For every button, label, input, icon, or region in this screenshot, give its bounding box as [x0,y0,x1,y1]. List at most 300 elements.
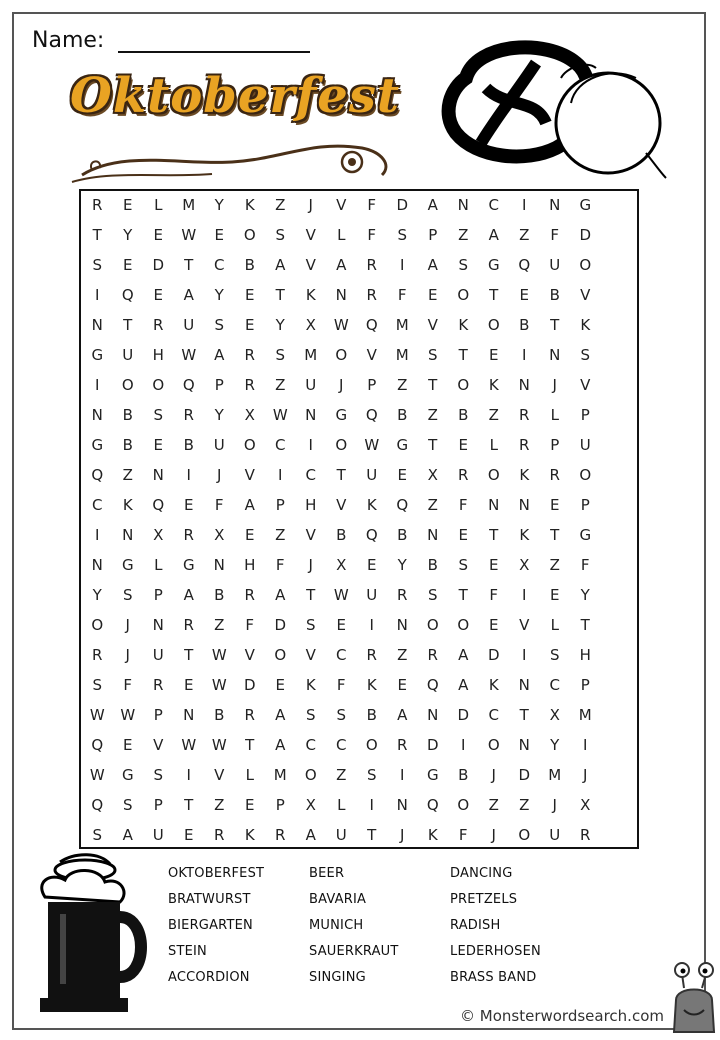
grid-letter[interactable]: N [91,406,103,424]
grid-letter[interactable]: I [95,286,100,304]
grid-letter[interactable]: F [367,226,377,244]
grid-letter[interactable]: G [182,556,195,574]
grid-letter[interactable]: A [458,676,469,694]
grid-letter[interactable]: O [487,316,500,334]
grid-letter[interactable]: E [275,676,285,694]
grid-letter[interactable]: H [579,646,591,664]
grid-letter[interactable]: U [366,586,378,604]
grid-letter[interactable]: I [522,586,527,604]
grid-letter[interactable]: T [580,616,590,634]
grid-letter[interactable]: G [91,346,104,364]
grid-letter[interactable]: N [335,286,347,304]
grid-letter[interactable]: W [89,706,105,724]
grid-letter[interactable]: E [245,526,255,544]
grid-letter[interactable]: I [583,736,588,754]
grid-letter[interactable]: J [400,826,405,844]
grid-letter[interactable]: R [427,646,438,664]
grid-letter[interactable]: G [396,436,409,454]
grid-letter[interactable]: Z [214,616,225,634]
grid-letter[interactable]: L [337,226,346,244]
grid-letter[interactable]: V [305,646,316,664]
grid-letter[interactable]: W [364,436,380,454]
grid-letter[interactable]: V [519,616,530,634]
grid-letter[interactable]: S [153,766,164,784]
grid-letter[interactable]: L [550,406,559,424]
grid-letter[interactable]: N [549,346,561,364]
grid-letter[interactable]: A [336,256,347,274]
grid-letter[interactable]: Y [397,556,407,574]
grid-letter[interactable]: O [274,646,287,664]
grid-letter[interactable]: K [366,676,377,694]
grid-letter[interactable]: R [244,706,255,724]
grid-letter[interactable]: A [214,346,225,364]
grid-letter[interactable]: F [123,676,133,694]
grid-letter[interactable]: Y [214,406,224,424]
grid-letter[interactable]: G [426,766,439,784]
grid-letter[interactable]: E [123,736,133,754]
grid-letter[interactable]: E [153,226,163,244]
grid-letter[interactable]: O [365,736,378,754]
grid-letter[interactable]: B [214,706,225,724]
grid-letter[interactable]: V [366,346,377,364]
grid-letter[interactable]: Z [275,196,286,214]
grid-letter[interactable]: I [278,466,283,484]
grid-letter[interactable]: A [488,226,499,244]
grid-letter[interactable]: F [275,556,285,574]
grid-letter[interactable]: U [213,436,225,454]
grid-letter[interactable]: E [184,826,194,844]
grid-letter[interactable]: E [123,196,133,214]
grid-letter[interactable]: B [549,286,560,304]
grid-letter[interactable]: X [305,796,316,814]
grid-letter[interactable]: F [214,496,224,514]
grid-letter[interactable]: T [458,586,468,604]
grid-letter[interactable]: E [153,286,163,304]
grid-letter[interactable]: A [275,706,286,724]
grid-letter[interactable]: A [183,286,194,304]
grid-letter[interactable]: V [305,226,316,244]
grid-letter[interactable]: Z [488,406,499,424]
grid-letter[interactable]: R [366,256,377,274]
grid-letter[interactable]: V [427,316,438,334]
grid-letter[interactable]: J [217,466,222,484]
grid-letter[interactable]: P [275,496,285,514]
grid-letter[interactable]: F [458,826,468,844]
grid-letter[interactable]: Z [427,406,438,424]
name-field-line[interactable] [118,51,310,53]
grid-letter[interactable]: R [366,286,377,304]
grid-letter[interactable]: S [92,676,103,694]
grid-letter[interactable]: J [583,766,588,784]
grid-letter[interactable]: R [244,346,255,364]
grid-letter[interactable]: C [488,196,499,214]
grid-letter[interactable]: Q [426,796,439,814]
grid-letter[interactable]: I [522,346,527,364]
grid-letter[interactable]: J [491,826,496,844]
grid-letter[interactable]: W [211,736,227,754]
grid-letter[interactable]: X [153,526,164,544]
grid-letter[interactable]: K [519,526,530,544]
grid-letter[interactable]: E [214,226,224,244]
grid-letter[interactable]: X [549,706,560,724]
grid-letter[interactable]: A [275,736,286,754]
grid-letter[interactable]: S [397,226,408,244]
grid-letter[interactable]: G [91,436,104,454]
grid-letter[interactable]: E [367,556,377,574]
grid-letter[interactable]: N [488,496,500,514]
grid-letter[interactable]: V [580,376,591,394]
grid-letter[interactable]: L [337,796,346,814]
grid-letter[interactable]: K [122,496,133,514]
grid-letter[interactable]: R [214,826,225,844]
grid-letter[interactable]: B [122,436,133,454]
grid-letter[interactable]: A [183,586,194,604]
grid-letter[interactable]: T [245,736,255,754]
grid-letter[interactable]: K [580,316,591,334]
grid-letter[interactable]: B [366,706,377,724]
grid-letter[interactable]: C [305,466,316,484]
grid-letter[interactable]: T [184,796,194,814]
grid-letter[interactable]: D [579,226,592,244]
grid-letter[interactable]: I [400,766,405,784]
grid-letter[interactable]: O [243,436,256,454]
grid-letter[interactable]: S [153,406,164,424]
grid-letter[interactable]: Z [336,766,347,784]
grid-letter[interactable]: H [244,556,256,574]
grid-letter[interactable]: K [519,466,530,484]
grid-letter[interactable]: O [426,616,439,634]
grid-letter[interactable]: O [243,226,256,244]
grid-letter[interactable]: E [489,616,499,634]
grid-letter[interactable]: E [550,586,560,604]
grid-letter[interactable]: S [92,826,103,844]
grid-letter[interactable]: F [397,286,407,304]
grid-letter[interactable]: D [457,706,470,724]
grid-letter[interactable]: T [428,436,438,454]
grid-letter[interactable]: W [181,226,197,244]
grid-letter[interactable]: L [154,196,163,214]
grid-letter[interactable]: Z [397,646,408,664]
grid-letter[interactable]: R [549,466,560,484]
grid-letter[interactable]: R [244,586,255,604]
grid-letter[interactable]: B [244,256,255,274]
grid-letter[interactable]: K [488,676,499,694]
grid-letter[interactable]: T [367,826,377,844]
grid-letter[interactable]: O [121,376,134,394]
grid-letter[interactable]: D [243,676,256,694]
grid-letter[interactable]: N [518,736,530,754]
grid-letter[interactable]: P [214,376,224,394]
grid-letter[interactable]: P [580,496,590,514]
grid-letter[interactable]: P [153,706,163,724]
grid-letter[interactable]: O [518,826,531,844]
grid-letter[interactable]: O [457,376,470,394]
grid-letter[interactable]: V [244,646,255,664]
grid-letter[interactable]: Z [549,556,560,574]
grid-letter[interactable]: E [123,256,133,274]
grid-letter[interactable]: O [457,616,470,634]
grid-letter[interactable]: B [397,526,408,544]
grid-letter[interactable]: C [92,496,103,514]
grid-letter[interactable]: R [519,406,530,424]
grid-letter[interactable]: F [245,616,255,634]
grid-letter[interactable]: Z [519,796,530,814]
grid-letter[interactable]: I [95,376,100,394]
grid-letter[interactable]: X [214,526,225,544]
grid-letter[interactable]: X [580,796,591,814]
grid-letter[interactable]: K [305,286,316,304]
grid-letter[interactable]: R [183,616,194,634]
word-search-grid[interactable] [82,190,601,850]
grid-letter[interactable]: O [487,466,500,484]
grid-letter[interactable]: Q [182,376,195,394]
grid-letter[interactable]: J [125,646,130,664]
grid-letter[interactable]: K [244,826,255,844]
grid-letter[interactable]: J [308,196,313,214]
grid-letter[interactable]: R [244,376,255,394]
grid-letter[interactable]: B [214,586,225,604]
grid-letter[interactable]: S [275,226,286,244]
grid-letter[interactable]: N [518,496,530,514]
grid-letter[interactable]: A [458,646,469,664]
grid-letter[interactable]: G [579,526,592,544]
grid-letter[interactable]: A [427,256,438,274]
grid-letter[interactable]: W [272,406,288,424]
grid-letter[interactable]: R [458,466,469,484]
grid-letter[interactable]: Y [275,316,285,334]
copyright-credit[interactable]: © Monsterwordsearch.com [460,1007,664,1025]
grid-letter[interactable]: J [491,766,496,784]
grid-letter[interactable]: E [245,796,255,814]
grid-letter[interactable]: Z [427,496,438,514]
grid-letter[interactable]: G [579,196,592,214]
grid-letter[interactable]: E [489,556,499,574]
grid-letter[interactable]: Q [365,406,378,424]
grid-letter[interactable]: X [519,556,530,574]
grid-letter[interactable]: C [336,646,347,664]
grid-letter[interactable]: N [518,676,530,694]
grid-letter[interactable]: S [305,616,316,634]
grid-letter[interactable]: N [457,196,469,214]
grid-letter[interactable]: E [458,436,468,454]
grid-letter[interactable]: T [184,256,194,274]
grid-letter[interactable]: N [396,616,408,634]
grid-letter[interactable]: S [458,556,469,574]
grid-letter[interactable]: D [274,616,287,634]
grid-letter[interactable]: J [125,616,130,634]
grid-letter[interactable]: Q [396,496,409,514]
grid-letter[interactable]: I [400,256,405,274]
grid-letter[interactable]: R [275,826,286,844]
grid-letter[interactable]: Q [121,286,134,304]
grid-letter[interactable]: U [183,316,195,334]
grid-letter[interactable]: C [305,736,316,754]
grid-letter[interactable]: A [427,196,438,214]
grid-letter[interactable]: S [214,316,225,334]
grid-letter[interactable]: A [275,586,286,604]
grid-letter[interactable]: U [152,646,164,664]
grid-letter[interactable]: M [395,346,409,364]
grid-letter[interactable]: M [273,766,287,784]
grid-letter[interactable]: O [335,436,348,454]
grid-letter[interactable]: N [122,526,134,544]
grid-letter[interactable]: E [428,286,438,304]
grid-letter[interactable]: Z [122,466,133,484]
grid-letter[interactable]: U [579,436,591,454]
grid-letter[interactable]: T [489,526,499,544]
grid-letter[interactable]: M [578,706,592,724]
grid-letter[interactable]: B [458,766,469,784]
grid-letter[interactable]: D [518,766,531,784]
grid-letter[interactable]: H [152,346,164,364]
grid-letter[interactable]: L [154,556,163,574]
grid-letter[interactable]: W [333,316,349,334]
grid-letter[interactable]: T [306,586,316,604]
grid-letter[interactable]: E [550,496,560,514]
grid-letter[interactable]: V [214,766,225,784]
grid-letter[interactable]: B [183,436,194,454]
grid-letter[interactable]: C [488,706,499,724]
grid-letter[interactable]: Y [580,586,590,604]
grid-letter[interactable]: O [304,766,317,784]
grid-letter[interactable]: P [550,436,560,454]
grid-letter[interactable]: Z [275,376,286,394]
grid-letter[interactable]: I [95,526,100,544]
grid-letter[interactable]: S [275,346,286,364]
grid-letter[interactable]: W [211,676,227,694]
grid-letter[interactable]: U [305,376,317,394]
grid-letter[interactable]: B [122,406,133,424]
grid-letter[interactable]: Z [275,526,286,544]
grid-letter[interactable]: Y [550,736,560,754]
grid-letter[interactable]: X [244,406,255,424]
grid-letter[interactable]: R [183,526,194,544]
grid-letter[interactable]: A [122,826,133,844]
grid-letter[interactable]: E [153,436,163,454]
grid-letter[interactable]: E [184,676,194,694]
grid-letter[interactable]: J [308,556,313,574]
grid-letter[interactable]: R [153,676,164,694]
grid-letter[interactable]: S [549,646,560,664]
grid-letter[interactable]: N [213,556,225,574]
grid-letter[interactable]: P [580,406,590,424]
grid-letter[interactable]: N [91,316,103,334]
grid-letter[interactable]: U [366,466,378,484]
grid-letter[interactable]: O [457,796,470,814]
grid-letter[interactable]: K [488,376,499,394]
grid-letter[interactable]: I [186,466,191,484]
grid-letter[interactable]: S [366,766,377,784]
grid-letter[interactable]: S [427,346,438,364]
grid-letter[interactable]: W [120,706,136,724]
grid-letter[interactable]: E [458,526,468,544]
grid-letter[interactable]: N [549,196,561,214]
grid-letter[interactable]: U [549,826,561,844]
grid-letter[interactable]: W [89,766,105,784]
grid-letter[interactable]: T [428,376,438,394]
grid-letter[interactable]: Q [365,526,378,544]
grid-letter[interactable]: E [245,286,255,304]
grid-letter[interactable]: K [305,676,316,694]
grid-letter[interactable]: P [428,226,438,244]
grid-letter[interactable]: U [335,826,347,844]
grid-letter[interactable]: N [152,466,164,484]
grid-letter[interactable]: B [397,406,408,424]
grid-letter[interactable]: F [458,496,468,514]
grid-letter[interactable]: E [184,496,194,514]
grid-letter[interactable]: P [275,796,285,814]
grid-letter[interactable]: K [244,196,255,214]
grid-letter[interactable]: E [489,346,499,364]
grid-letter[interactable]: N [91,556,103,574]
grid-letter[interactable]: C [336,736,347,754]
grid-letter[interactable]: Y [92,586,102,604]
grid-letter[interactable]: A [397,706,408,724]
grid-letter[interactable]: N [183,706,195,724]
grid-letter[interactable]: O [579,466,592,484]
grid-letter[interactable]: C [549,676,560,694]
grid-letter[interactable]: P [367,376,377,394]
grid-letter[interactable]: Q [365,316,378,334]
grid-letter[interactable]: J [552,376,557,394]
grid-letter[interactable]: E [397,676,407,694]
grid-letter[interactable]: Q [152,496,165,514]
grid-letter[interactable]: E [519,286,529,304]
grid-letter[interactable]: Z [458,226,469,244]
grid-letter[interactable]: Y [214,196,224,214]
grid-letter[interactable]: R [580,826,591,844]
grid-letter[interactable]: C [214,256,225,274]
grid-letter[interactable]: E [397,466,407,484]
grid-letter[interactable]: Y [123,226,133,244]
grid-letter[interactable]: S [458,256,469,274]
grid-letter[interactable]: F [489,586,499,604]
grid-letter[interactable]: W [211,646,227,664]
grid-letter[interactable]: S [427,586,438,604]
grid-letter[interactable]: S [92,256,103,274]
grid-letter[interactable]: F [336,676,346,694]
grid-letter[interactable]: U [152,826,164,844]
grid-letter[interactable]: V [244,466,255,484]
grid-letter[interactable]: U [549,256,561,274]
grid-letter[interactable]: X [427,466,438,484]
grid-letter[interactable]: A [244,496,255,514]
grid-letter[interactable]: Q [91,466,104,484]
grid-letter[interactable]: Z [397,376,408,394]
grid-letter[interactable]: Z [488,796,499,814]
grid-letter[interactable]: I [522,646,527,664]
grid-letter[interactable]: N [305,406,317,424]
grid-letter[interactable]: E [245,316,255,334]
grid-letter[interactable]: G [487,256,500,274]
grid-letter[interactable]: T [550,526,560,544]
grid-letter[interactable]: B [427,556,438,574]
grid-letter[interactable]: Q [518,256,531,274]
grid-letter[interactable]: F [550,226,560,244]
grid-letter[interactable]: G [121,766,134,784]
grid-letter[interactable]: W [181,736,197,754]
grid-letter[interactable]: R [519,436,530,454]
grid-letter[interactable]: J [339,376,344,394]
grid-letter[interactable]: M [304,346,318,364]
grid-letter[interactable]: S [580,346,591,364]
grid-letter[interactable]: P [153,796,163,814]
grid-letter[interactable]: Q [426,676,439,694]
grid-letter[interactable]: F [367,196,377,214]
grid-letter[interactable]: S [122,586,133,604]
grid-letter[interactable]: T [489,286,499,304]
grid-letter[interactable]: R [397,586,408,604]
